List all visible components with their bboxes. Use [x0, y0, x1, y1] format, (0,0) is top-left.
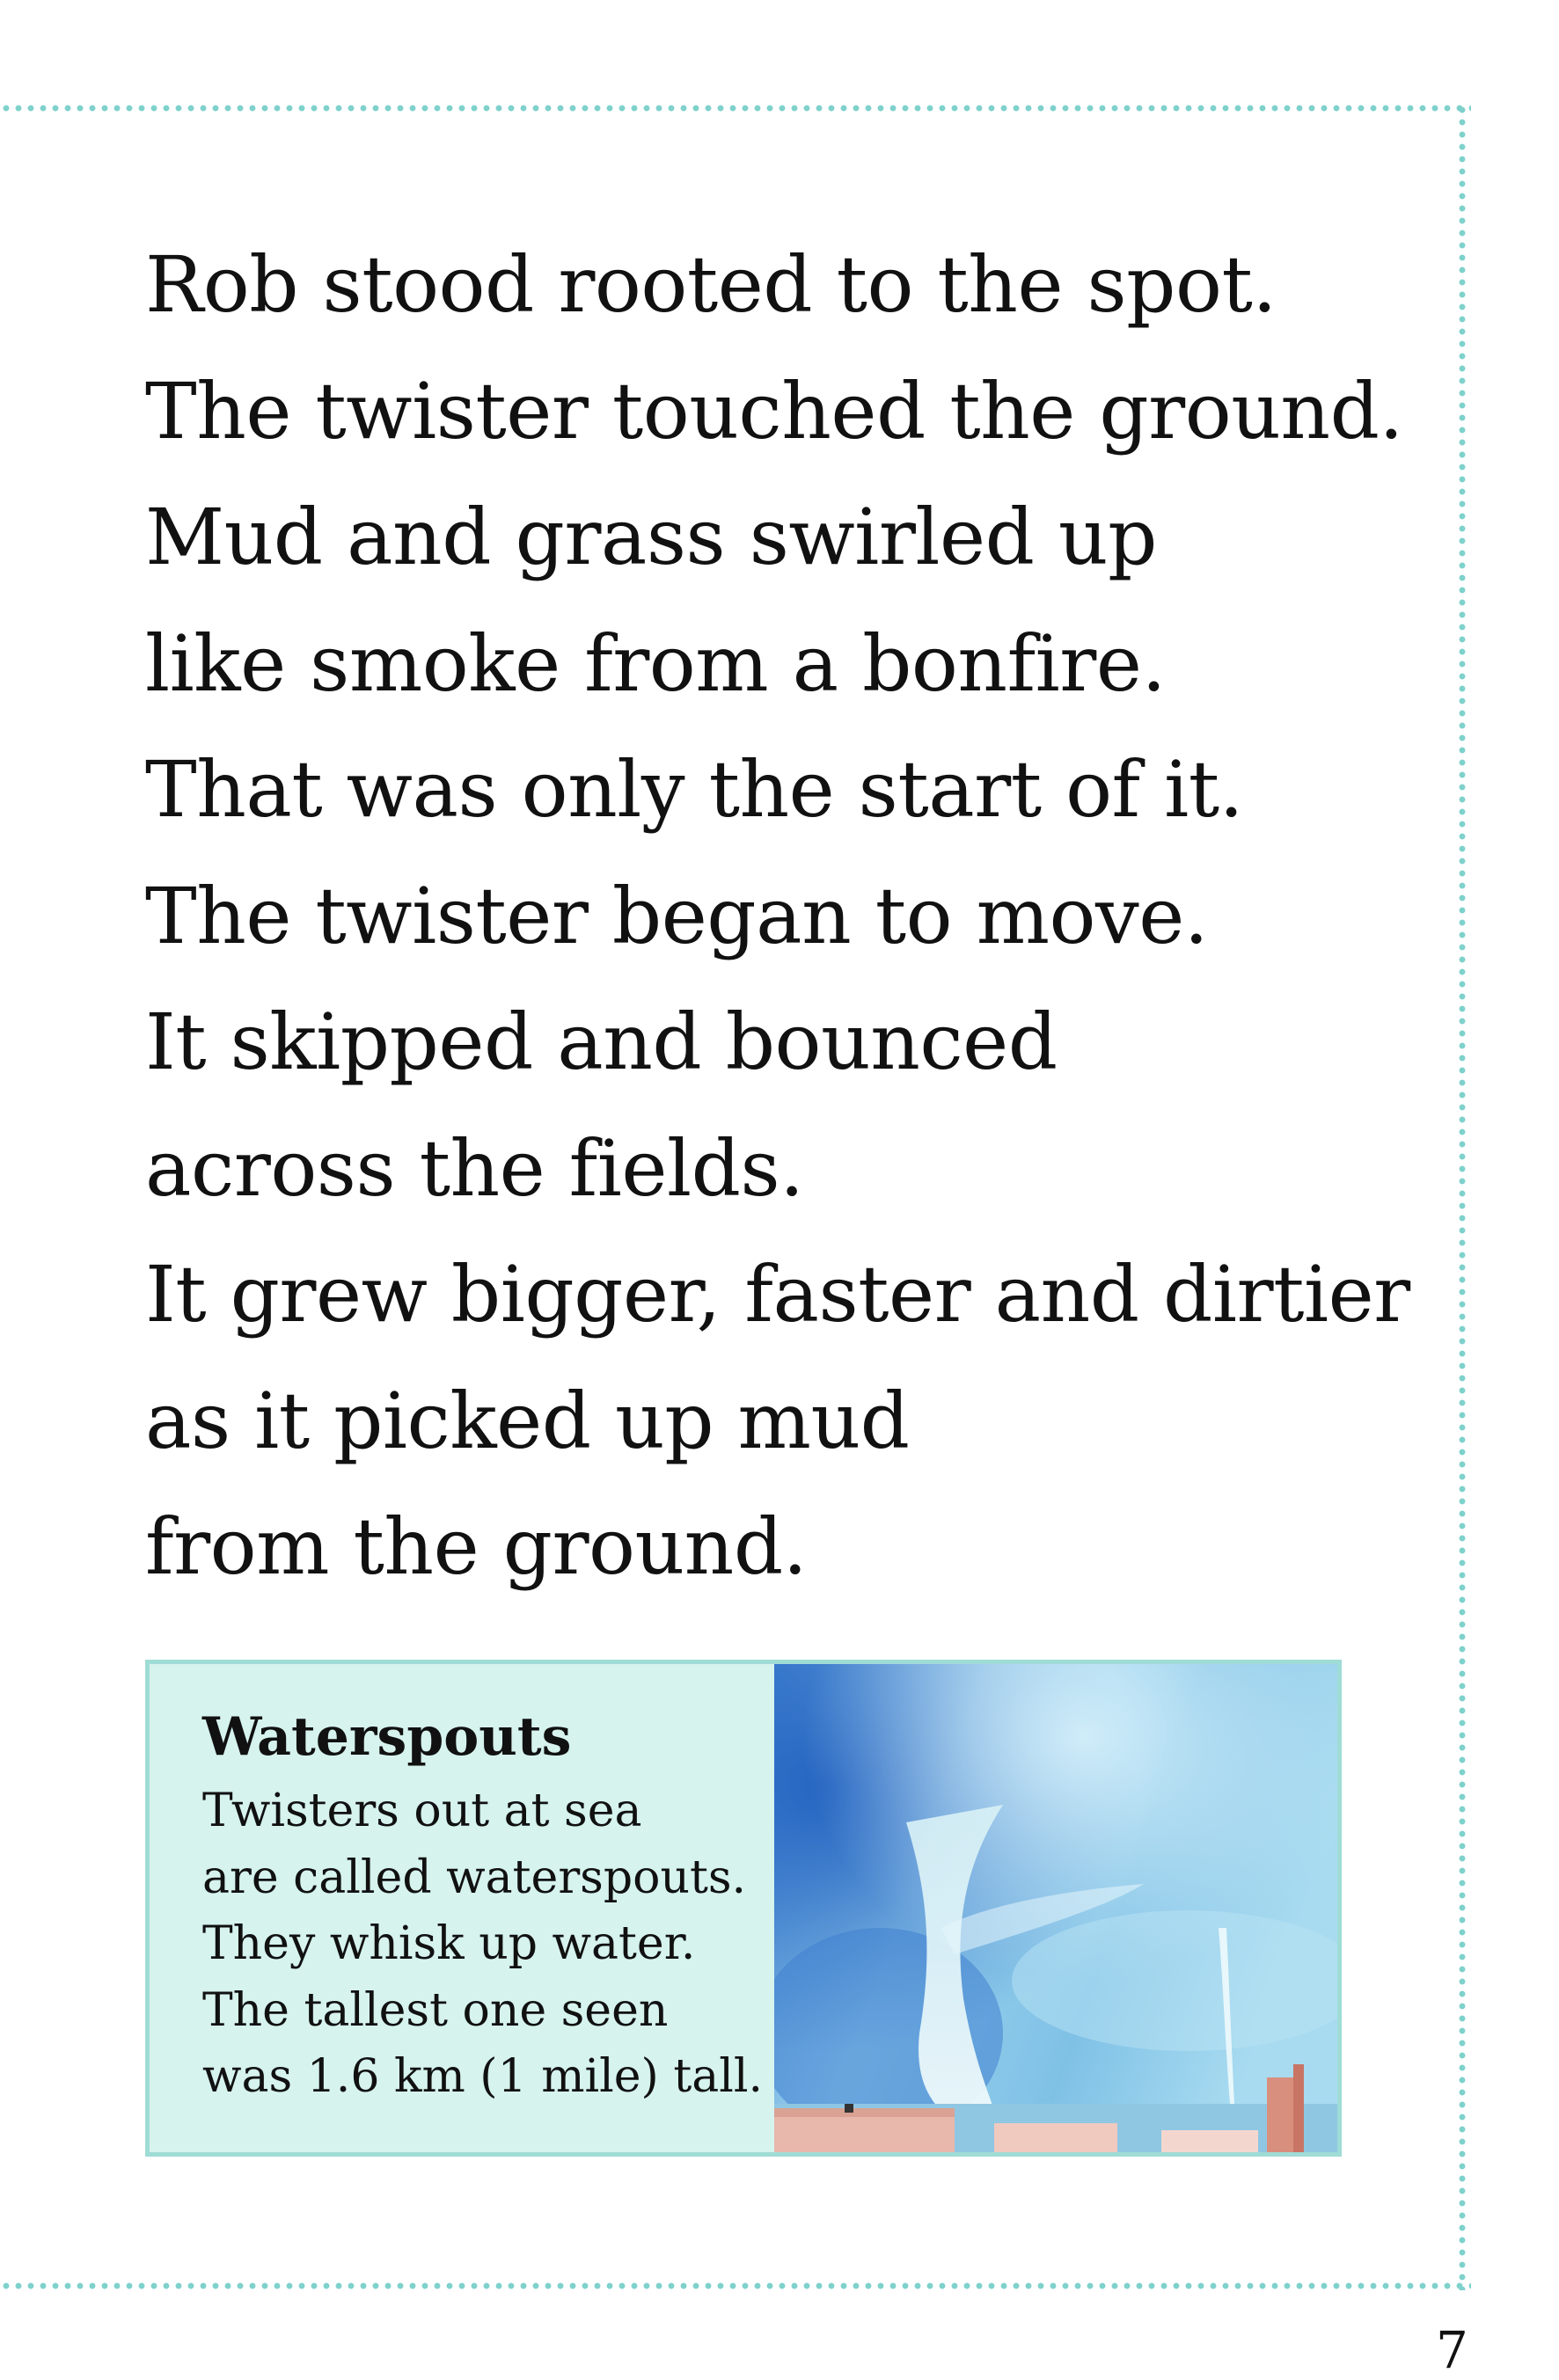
fact-box-line: They whisk up water.	[202, 1917, 696, 1970]
fact-box-line: was 1.6 km (1 mile) tall.	[202, 2050, 764, 2103]
story-line: That was only the start of it.	[145, 744, 1244, 835]
waterspout-photo	[774, 1664, 1337, 2152]
fact-box-text	[202, 1701, 801, 2111]
story-line: It grew bigger, faster and dirtier	[145, 1249, 1410, 1340]
waterspout-photo-svg	[774, 1664, 1337, 2152]
story-line: from the ground.	[145, 1501, 808, 1592]
story-line: It skipped and bounced	[145, 997, 1058, 1087]
story-line: as it picked up mud	[145, 1375, 910, 1466]
fact-box-line: are called waterspouts.	[202, 1851, 747, 1904]
fact-box-line: The tallest one seen	[202, 1983, 669, 2037]
story-line: Mud and grass swirled up	[145, 492, 1157, 582]
dotted-border-right	[1458, 104, 1467, 2290]
story-line: Rob stood rooted to the spot.	[145, 239, 1277, 330]
dotted-border-top	[0, 104, 1471, 113]
story-line: like smoke from a bonfire.	[145, 617, 1166, 709]
story-text	[145, 222, 1410, 1610]
fact-box-line: Twisters out at sea	[202, 1785, 642, 1837]
page-number: 7	[1436, 2320, 1468, 2380]
fact-box-title: Waterspouts	[202, 1706, 572, 1768]
story-line: across the fields.	[145, 1122, 804, 1214]
story-line: The twister touched the ground.	[145, 365, 1403, 456]
fact-box-waterspouts	[145, 1660, 1342, 2157]
story-line: The twister began to move.	[145, 870, 1209, 961]
dotted-border-bottom	[0, 2281, 1471, 2290]
